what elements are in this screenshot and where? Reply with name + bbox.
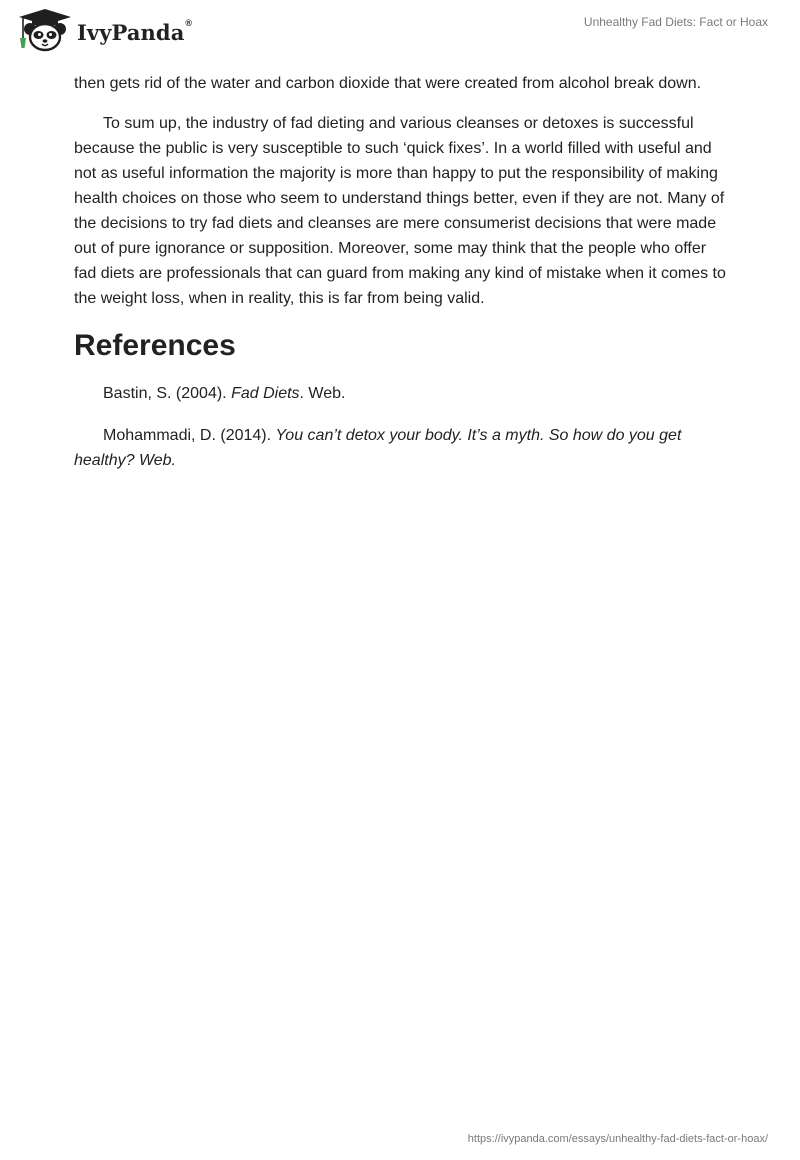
document-title: Unhealthy Fad Diets: Fact or Hoax: [583, 15, 768, 29]
reference-title: Fad Diets: [231, 385, 300, 402]
reference-item: [74, 423, 726, 473]
references-heading: References: [74, 329, 236, 362]
brand-name: [77, 17, 193, 45]
paragraph-conclusion: To sum up, the industry of fad dieting and various cleanses or detoxes is successful because the public is very susceptible to such ‘quick fixes’. In a world filled with useful and not as useful information the majority is more than happy to put the responsibility of making health choices on those who seem to understand things better, even if they are not. Many of the decisions to try fad diets and cleanses are mere consumerist decisions that were made out of pure ignorance or supposition. Moreover, some may think that the people who offer fad diets are professionals that can guard from making any kind of mistake when it comes to the weight loss, when in reality, this is far from being valid.: [74, 115, 726, 307]
source-url-link[interactable]: https://ivypanda.com/essays/unhealthy-fad-diets-fact-or-hoax/: [467, 1133, 768, 1145]
registered-mark: ®: [185, 17, 193, 28]
ivypanda-logo[interactable]: [16, 8, 192, 54]
reference-author-date: Bastin, S. (2004).: [103, 385, 232, 402]
reference-title: You can’t detox your body. It’s a myth. So how do you get healthy? Web.: [74, 427, 682, 469]
panda-graduation-cap-logo-icon: [16, 8, 74, 54]
reference-item: [74, 381, 726, 406]
paragraph-continued: then gets rid of the water and carbon dioxide that were created from alcohol break down.: [74, 75, 702, 92]
reference-author-date: Mohammadi, D. (2014).: [103, 427, 276, 444]
page-header: [0, 0, 800, 70]
brand-name-text: IvyPanda: [77, 19, 185, 45]
reference-suffix: . Web.: [299, 385, 346, 402]
essay-content: [74, 70, 726, 473]
